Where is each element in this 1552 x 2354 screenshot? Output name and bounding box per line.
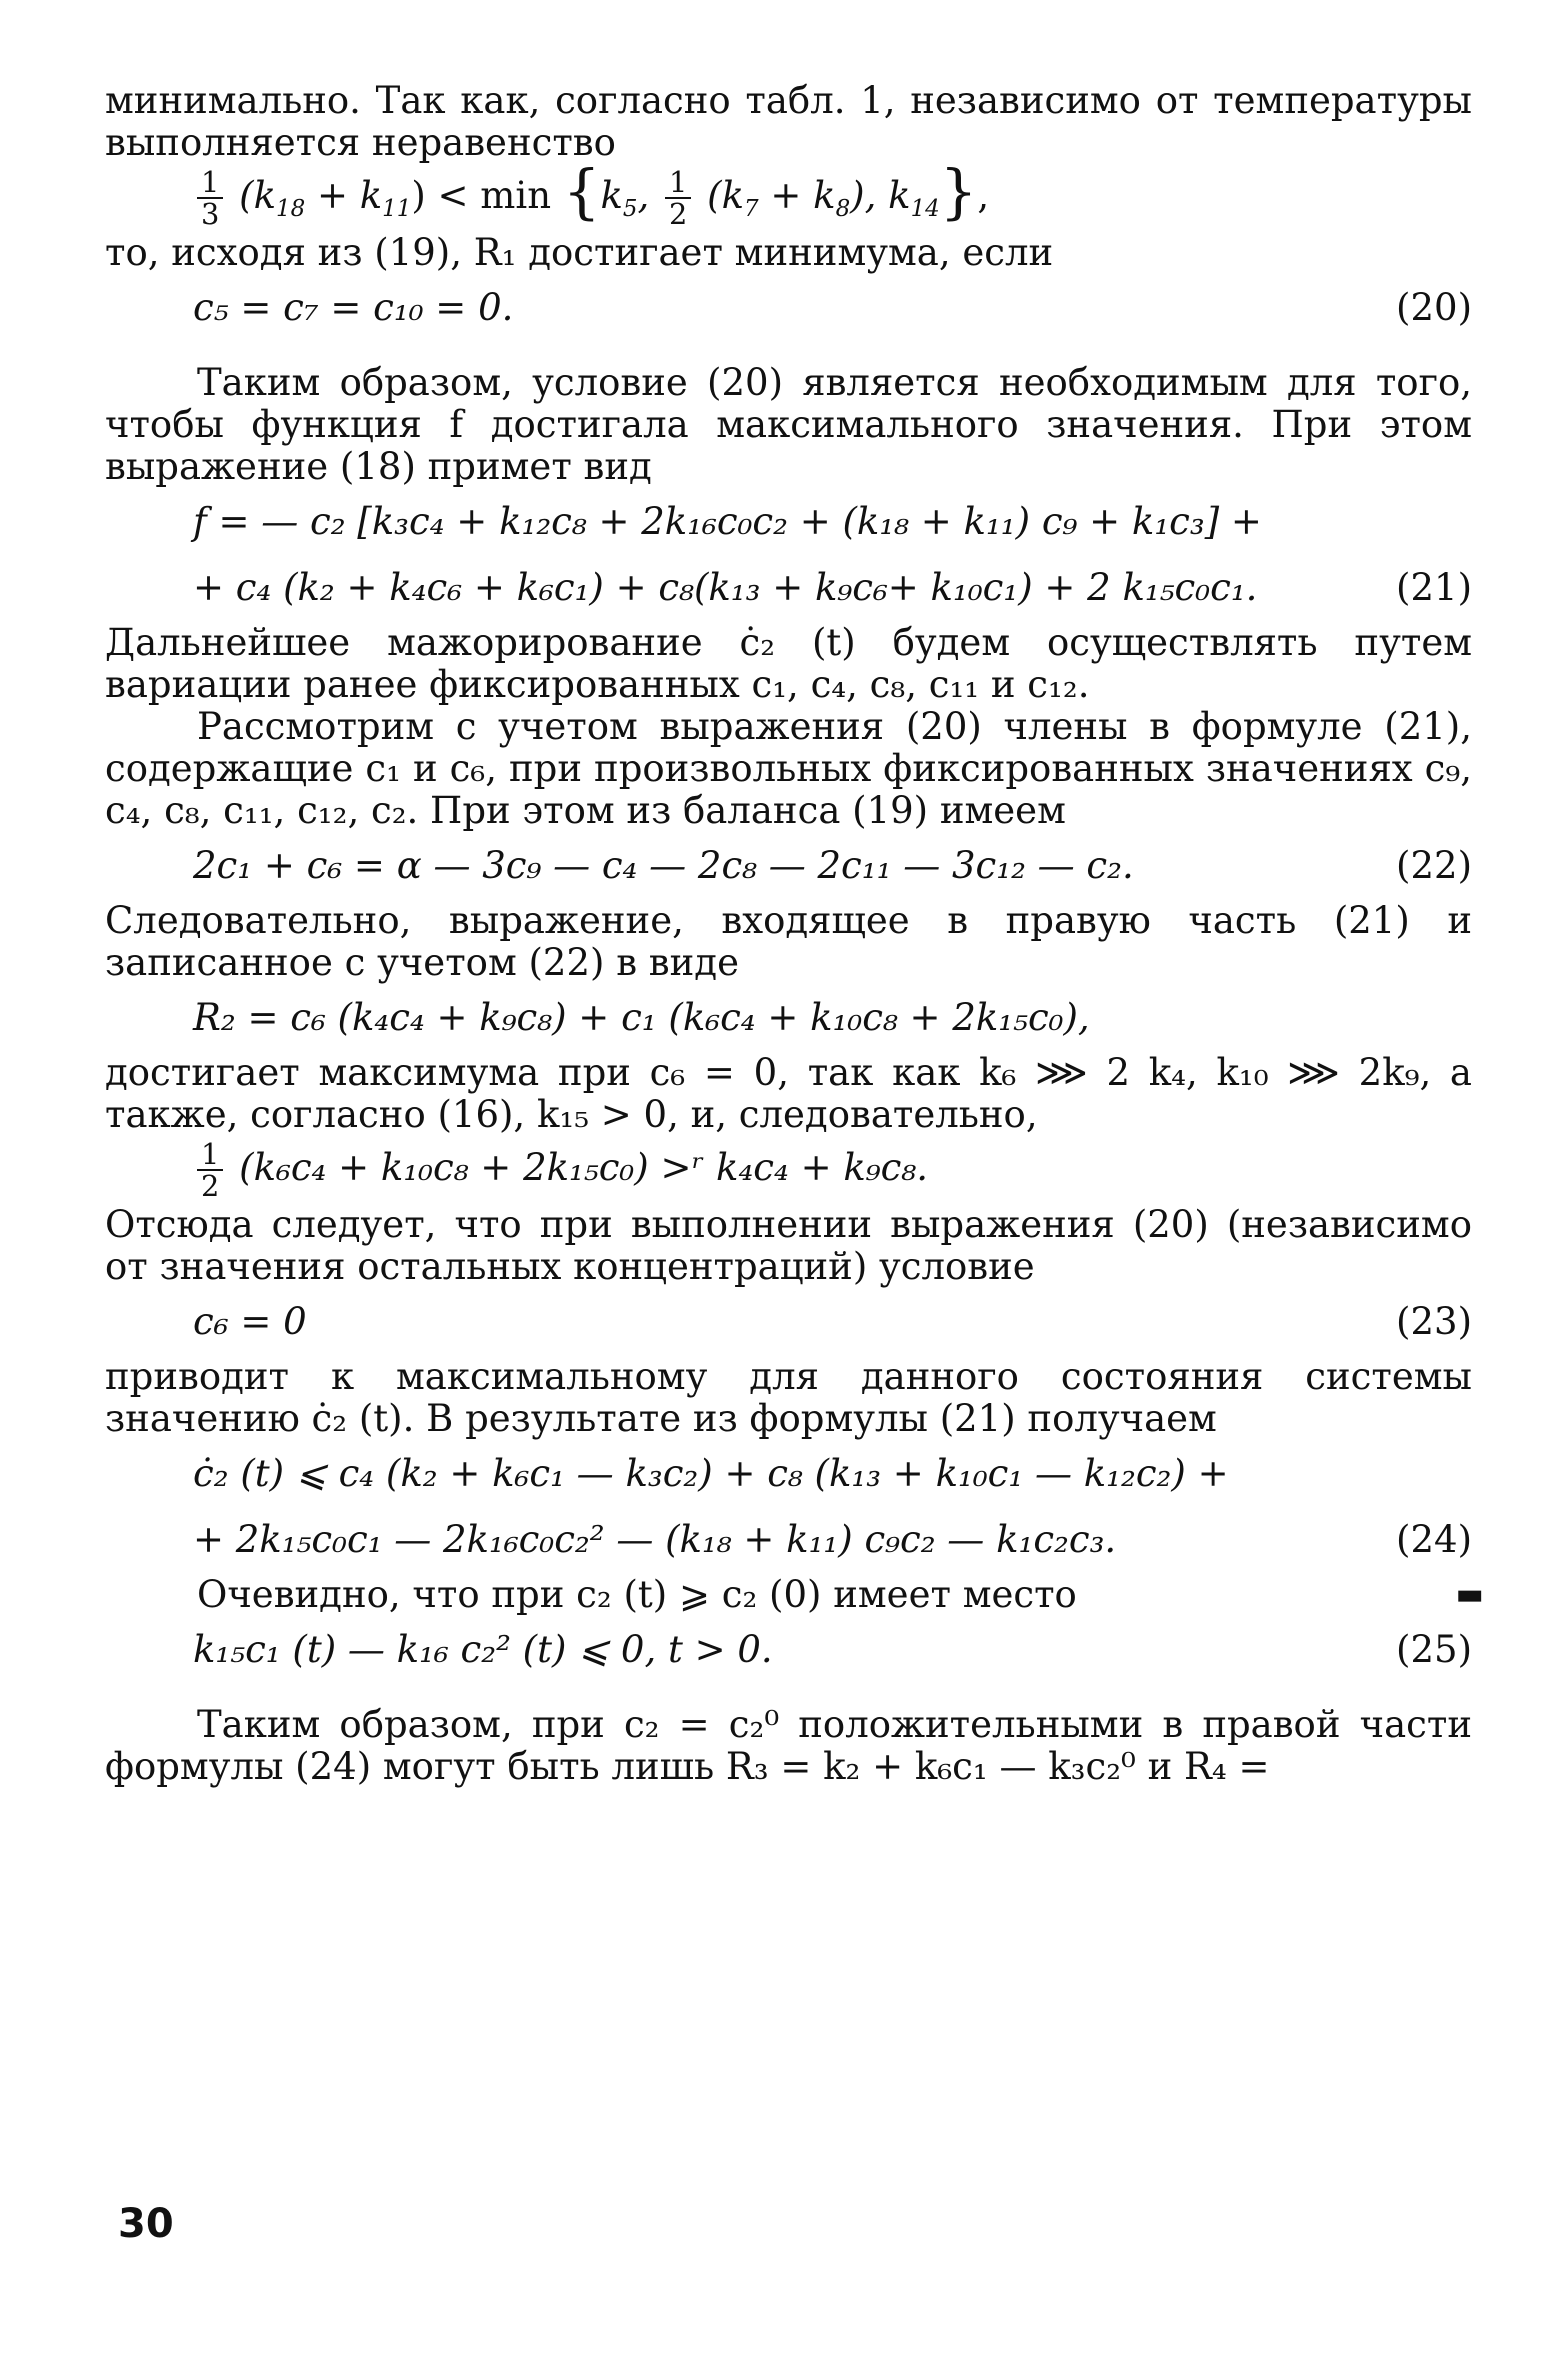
paragraph-3: Таким образом, условие (20) является необходимым для того, чтобы функция f достигала максимального значения. При этом выражение (18) примет вид: [105, 361, 1472, 488]
equation-21-line-1: f = — c₂ [k₃c₄ + k₁₂c₈ + 2k₁₆c₀c₂ + (k₁₈ + k₁₁) c₉ + k₁c₃] +: [193, 500, 1262, 543]
paragraph-2: то, исходя из (19), R₁ достигает минимума, если: [105, 231, 1054, 274]
paragraph-9: приводит к максимальному для данного состояния системы значению ċ₂ (t). В результате из формулы (21) получаем: [105, 1355, 1472, 1440]
equation-25: k₁₅c₁ (t) — k₁₆ c₂² (t) ⩽ 0, t > 0. (25): [193, 1628, 1472, 1671]
equation-24-line-1: ċ₂ (t) ⩽ c₄ (k₂ + k₆c₁ — k₃c₂) + c₈ (k₁₃ + k₁₀c₁ — k₁₂c₂) +: [193, 1452, 1229, 1495]
equation-23: c₆ = 0 (23): [193, 1300, 1472, 1343]
paragraph-5: Рассмотрим с учетом выражения (20) члены в формуле (21), содержащие c₁ и c₆, при произвольных фиксированных значениях c₉, c₄, c₈, c₁₁, c₁₂, c₂. При этом из баланса (19) имеем: [105, 705, 1472, 832]
inequality-half: $\frac{1}{2}$ (k₆c₄ + k₁₀c₈ + 2k₁₅c₀) >ʳ k₄c₄ + k₉c₈.: [105, 1138, 1472, 1202]
inequality-body: $\frac{1}{3}$ $(k_{18} + k_{11}) < \min \{k_5$, $\frac{1}{2}$ $(k_7 + k_8)$, $k_{14}$},: [193, 167, 1472, 230]
inequality-formula: [105, 156, 1472, 231]
equation-20: c₅ = c₇ = c₁₀ = 0. (20): [193, 286, 1472, 329]
equation-21-line-2: + c₄ (k₂ + k₄c₆ + k₆c₁) + c₈(k₁₃ + k₉c₆+ k₁₀c₁) + 2 k₁₅c₀c₁. (21): [193, 566, 1472, 609]
paragraph-11: Таким образом, при c₂ = c₂⁰ положительными в правой части формулы (24) могут быть лишь R₃ = k₂ + k₆c₁ — k₃c₂⁰ и R₄ =: [105, 1703, 1472, 1788]
equation-number-24: (24): [1396, 1518, 1472, 1561]
equation-number-23: (23): [1396, 1300, 1472, 1343]
page-number: 30: [118, 2201, 174, 2247]
equation-22: 2c₁ + c₆ = α — 3c₉ — c₄ — 2c₈ — 2c₁₁ — 3c₁₂ — c₂. (22): [193, 844, 1472, 887]
paragraph-1: минимально. Так как, согласно табл. 1, независимо от температуры выполняется неравенство: [105, 79, 1472, 164]
equation-number-20: (20): [1396, 286, 1472, 329]
paragraph-7: достигает максимума при c₆ = 0, так как k₆ ⋙ 2 k₄, k₁₀ ⋙ 2k₉, а также, согласно (16), k₁₅ > 0, и, следовательно,: [105, 1051, 1472, 1136]
equation-number-21: (21): [1396, 566, 1472, 609]
equation-24-line-2: + 2k₁₅c₀c₁ — 2k₁₆c₀c₂² — (k₁₈ + k₁₁) c₉c₂ — k₁c₂c₃. (24): [193, 1518, 1472, 1561]
margin-mark: ▬: [1455, 1577, 1484, 1612]
fraction-one-half: $\frac{1}{2}$: [665, 167, 691, 230]
paragraph-4: Дальнейшее мажорирование ċ₂ (t) будем осуществлять путем вариации ранее фиксированных c₁, c₄, c₈, c₁₁ и c₁₂.: [105, 621, 1472, 706]
paragraph-6: Следовательно, выражение, входящее в правую часть (21) и записанное с учетом (22) в виде: [105, 899, 1472, 984]
fraction-one-half-2: $\frac{1}{2}$: [197, 1139, 223, 1202]
paragraph-8: Отсюда следует, что при выполнении выражения (20) (независимо от значения остальных концентраций) условие: [105, 1203, 1472, 1288]
equation-r2: R₂ = c₆ (k₄c₄ + k₉c₈) + c₁ (k₆c₄ + k₁₀c₈ + 2k₁₅c₀),: [193, 996, 1090, 1039]
fraction-one-third: $\frac{1}{3}$: [197, 167, 223, 230]
paragraph-10: Очевидно, что при c₂ (t) ⩾ c₂ (0) имеет место ▬: [197, 1573, 1484, 1616]
equation-number-25: (25): [1396, 1628, 1472, 1671]
equation-number-22: (22): [1396, 844, 1472, 887]
